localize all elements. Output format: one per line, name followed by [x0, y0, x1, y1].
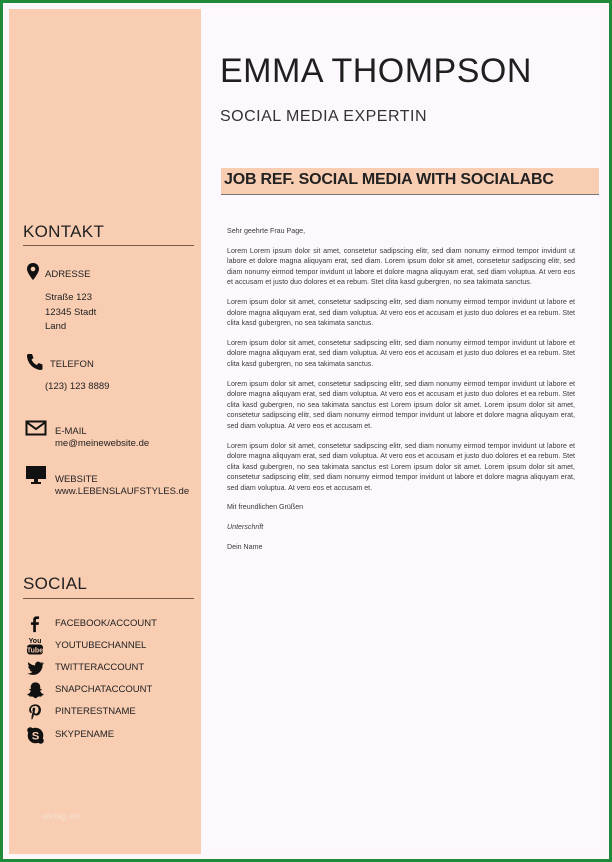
phone-value[interactable]: (123) 123 8889 — [45, 381, 110, 392]
snapchat-icon — [25, 680, 45, 700]
applicant-role: SOCIAL MEDIA EXPERTIN — [220, 108, 427, 125]
letter-paragraph: Lorem Lorem ipsum dolor sit amet, consetetur sadipscing elitr, sed diam nonumy eirmod tempor invidunt ut labore et dolore magna aliquyam erat, sed diam. Lorem ipsum dolor sit amet, consetetur sadipscing elitr, sed diam nonumy eirmod tempor invidunt ut labore et dolore magna aliquyam erat, sed diam voluptua. At vero eos et accusam et justo duo dolores et ea rebum. Stet clita kasd gubergren, no sea takimata sanctus. — [227, 246, 575, 287]
letter-paragraph: Lorem ipsum dolor sit amet, consetetur sadipscing elitr, sed diam nonumy eirmod tempor invidunt ut labore et dolore magna aliquyam erat, sed diam voluptua. At vero eos et accusam et justo duo dolores et ea rebum. Stet clita kasd gubergren, no sea takimata sanctus. — [227, 297, 575, 328]
social-label: TWITTERACCOUNT — [55, 662, 145, 673]
mail-icon — [25, 418, 47, 438]
letter-signature: Unterschrift — [227, 523, 264, 532]
email-value[interactable]: me@meinewebsite.de — [55, 438, 150, 449]
svg-text:You: You — [28, 638, 42, 645]
letter-closing: Mit freundlichen Grüßen — [227, 503, 304, 512]
letter-signer: Dein Name — [227, 542, 263, 551]
social-label: YOUTUBECHANNEL — [55, 640, 147, 651]
youtube-icon — [25, 636, 45, 656]
address-value — [45, 291, 96, 335]
website-label: WEBSITE — [55, 474, 98, 485]
svg-text:S: S — [31, 729, 39, 742]
monitor-icon — [25, 465, 47, 485]
watermark: vorlag.en — [42, 811, 80, 821]
skype-icon — [25, 725, 45, 745]
social-title: SOCIAL — [23, 574, 88, 593]
social-divider — [23, 598, 194, 599]
social-label: SNAPCHATACCOUNT — [55, 684, 153, 695]
phone-label: TELEFON — [50, 359, 94, 370]
letter-paragraph: Lorem ipsum dolor sit amet, consetetur sadipscing elitr, sed diam nonumy eirmod tempor invidunt ut labore et dolore magna aliquyam erat, sed diam voluptua. At vero eos et accusam et justo duo dolores et ea rebum. Stet clita kasd gubergren, no sea takimata sanctus. — [227, 338, 575, 368]
contact-divider — [23, 245, 194, 246]
job-ref-title: JOB REF. SOCIAL MEDIA WITH SOCIALABC — [224, 171, 554, 188]
address-line: Land — [45, 321, 67, 332]
job-ref-divider — [221, 194, 599, 195]
contact-title: KONTAKT — [23, 222, 105, 241]
website-value[interactable]: www.LEBENSLAUFSTYLES.de — [55, 486, 190, 497]
pinterest-icon — [25, 702, 45, 722]
map-pin-icon — [25, 262, 45, 282]
letter-paragraph: Lorem ipsum dolor sit amet, consetetur sadipscing elitr, sed diam nonumy eirmod tempor invidunt ut labore et dolore magna aliquyam erat, sed diam voluptua. At vero eos et accusam et justo duo dolores et ea rebum. Stet clita kasd gubergren, no sea takimata sanctus est Lorem ipsum dolor sit amet. Lorem ipsum dolor sit amet, consetetur sadipscing elitr, sed diam nonumy eirmod tempor invidunt ut labore et dolore magna aliquyam erat, sed diam voluptua. At vero eos et accusam et. — [227, 441, 575, 492]
address-label: ADRESSE — [45, 269, 91, 280]
social-label: FACEBOOK/ACCOUNT — [55, 618, 157, 629]
address-line: Straße 123 — [45, 292, 92, 303]
email-label: E-MAIL — [55, 426, 87, 437]
phone-icon — [25, 352, 45, 372]
twitter-icon — [25, 658, 45, 678]
social-label: PINTERESTNAME — [55, 706, 136, 717]
letter-paragraph: Lorem ipsum dolor sit amet, consetetur sadipscing elitr, sed diam nonumy eirmod tempor invidunt ut labore et dolore magna aliquyam erat, sed diam voluptua. At vero eos et accusam et justo duo dolores et ea rebum. Stet clita kasd gubergren, no sea takimata sanctus est Lorem ipsum dolor sit amet. Lorem ipsum dolor sit amet, consetetur sadipscing elitr, sed diam nonumy eirmod tempor invidunt ut labore et dolore magna aliquyam erat, sed diam voluptua. At vero eos et accusam et. — [227, 379, 575, 430]
letter-body — [227, 226, 575, 561]
applicant-name: EMMA THOMPSON — [220, 52, 532, 90]
facebook-icon — [25, 614, 45, 634]
social-label: SKYPENAME — [55, 729, 115, 740]
address-line: 12345 Stadt — [45, 306, 97, 318]
letter-salutation: Sehr geehrte Frau Page, — [227, 227, 306, 235]
svg-text:Tube: Tube — [26, 647, 44, 655]
job-ref-banner — [221, 168, 599, 194]
